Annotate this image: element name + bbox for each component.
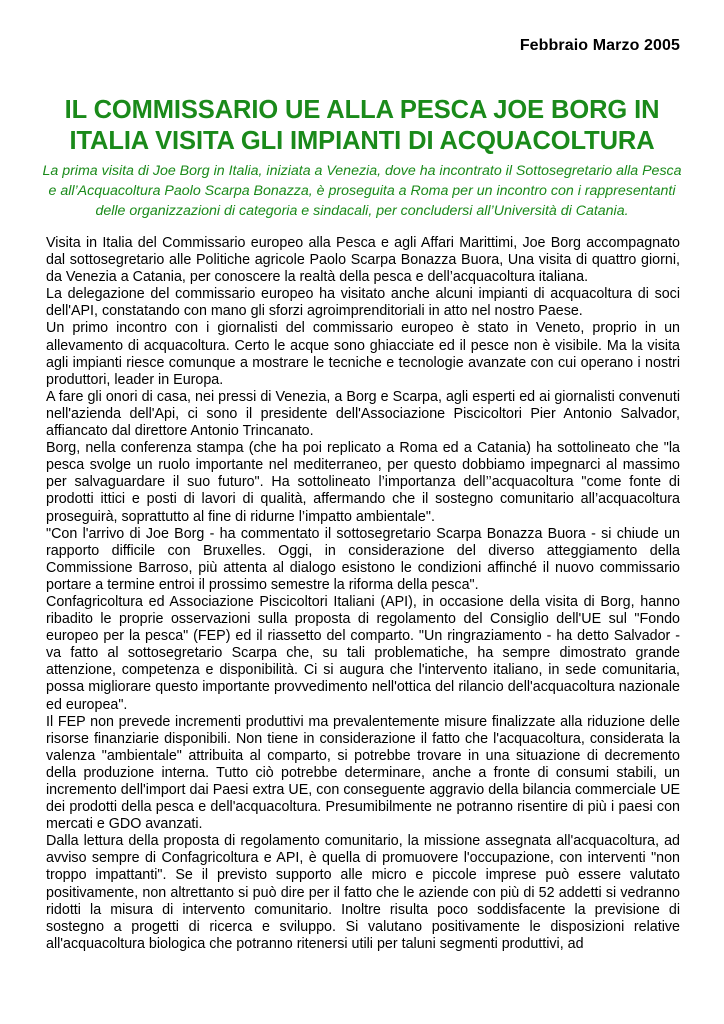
body-paragraph: Visita in Italia del Commissario europeo alla Pesca e agli Affari Marittimi, Joe Borg accompagnato dal sottosegretario alle Politiche agricole Paolo Scarpa Bonazza Buora, Una visita di quattro giorni, da Venezia a Catania, per conoscere la realtà della pesca e dell’acquacoltura italiana.: [46, 235, 680, 286]
body-paragraph: A fare gli onori di casa, nei pressi di Venezia, a Borg e Scarpa, agli esperti ed ai giornalisti convenuti nell'azienda dell'Api, ci sono il presidente dell'Associazione Piscicoltori Pier Antonio Salvador, affiancato dal direttore Antonio Trincanato.: [46, 388, 680, 440]
article-title: IL COMMISSARIO UE ALLA PESCA JOE BORG IN ITALIA VISITA GLI IMPIANTI DI ACQUACOLTURA: [64, 96, 660, 155]
body-paragraph: "Con l'arrivo di Joe Borg - ha commentato il sottosegretario Scarpa Bonazza Buora - si chiude un rapporto difficile con Bruxelles. Oggi, in considerazione del diverso atteggiamento della Commissione Barroso, più attenta al dialogo esistono le condizioni affinché il nuovo commissario portare a termine entroi il prossimo semestre la riforma della pesca".: [46, 525, 680, 593]
body-paragraph: Dalla lettura della proposta di regolamento comunitario, la missione assegnata all'acquacoltura, ad avviso sempre di Confagricoltura e API, è quella di promuovere l'occupazione, con interventi "non troppo impattanti". Se il previsto supporto alle micro e piccole imprese può essere valutato positivamente, non altrettanto si può dire per il fatto che le aziende con più di 52 addetti si vedranno ridotti la misura di intervento comunitario. Inoltre risulta poco soddisfacente la previsione di sostegno a progetti di ricerca e sviluppo. Si valutano positivamente le disposizioni relative all'acquacoltura biologica che potranno ritenersi utili per taluni segmenti produttivi, ad: [46, 833, 680, 952]
article-body: [46, 235, 680, 953]
body-paragraph: Il FEP non prevede incrementi produttivi ma prevalentemente misure finalizzate alla riduzione delle risorse finanziarie disponibili. Non tiene in considerazione il fatto che l'acquacoltura, considerata la valenza "ambientale" attribuita al comparto, si potrebbe trovare in una situazione di decremento della produzione interna. Tutto ciò potrebbe determinare, anche a fronte di consumi stabili, un incremento dell'import dai Paesi extra UE, con conseguente aggravio della bilancia commerciale UE dei prodotti della pesca e dell'acquacoltura. Presumibilmente ne potranno risentire di più i paesi con mercati e GDO avanzati.: [46, 713, 680, 833]
body-paragraph: Un primo incontro con i giornalisti del commissario europeo è stato in Veneto, proprio in un allevamento di acquacoltura. Certo le acque sono ghiacciate ed il pesce non è visibile. Ma la visita agli impianti riesce comunque a mostrare le tecniche e tecnologie avanzate con cui operano i nostri produttori, leader in Europa.: [46, 320, 680, 388]
body-paragraph: La delegazione del commissario europeo ha visitato anche alcuni impianti di acquacoltura di soci dell'API, constatando con mano gli sforzi agroimprenditoriali in atto nel nostro Paese.: [46, 286, 680, 320]
body-paragraph: Borg, nella conferenza stampa (che ha poi replicato a Roma ed a Catania) ha sottolineato che "la pesca svolge un ruolo importante nel mediterraneo, per questo dobbiamo impegnarci al massimo per salvaguardare il suo futuro". Ha sottolineato l’importanza dell’’acquacoltura "come fonte di prodotti ittici e posti di lavori di qualità, affermando che il sostegno comunitario all’acquacoltura proseguirà, soprattutto al fine di ridurne l’impatto ambientale".: [46, 440, 680, 525]
body-paragraph: Confagricoltura ed Associazione Piscicoltori Italiani (API), in occasione della visita di Borg, hanno ribadito le proprie osservazioni sulla proposta di regolamento del Consiglio dell'UE sul "Fondo europeo per la pesca" (FEP) ed il riassetto del comparto. "Un ringraziamento - ha detto Salvador - va fatto al sottosegretario Scarpa che, su tali problematiche, ha sempre dimostrato grande attenzione, competenza e disponibilità. Ci si augura che l'intervento italiano, in sede comunitaria, possa migliorare questo importante provvedimento nell'ottica del rilancio dell'acquacoltura nazionale ed europea".: [46, 593, 680, 713]
article-lead: La prima visita di Joe Borg in Italia, iniziata a Venezia, dove ha incontrato il Sottosegretario alla Pesca e all’Acquacoltura Paolo Scarpa Bonazza, è proseguita a Roma per un incontro con i rappresentanti delle organizzazioni di categoria e sindacali, per concludersi all’Università di Catania.: [42, 163, 682, 219]
issue-date: Febbraio Marzo 2005: [519, 37, 680, 54]
